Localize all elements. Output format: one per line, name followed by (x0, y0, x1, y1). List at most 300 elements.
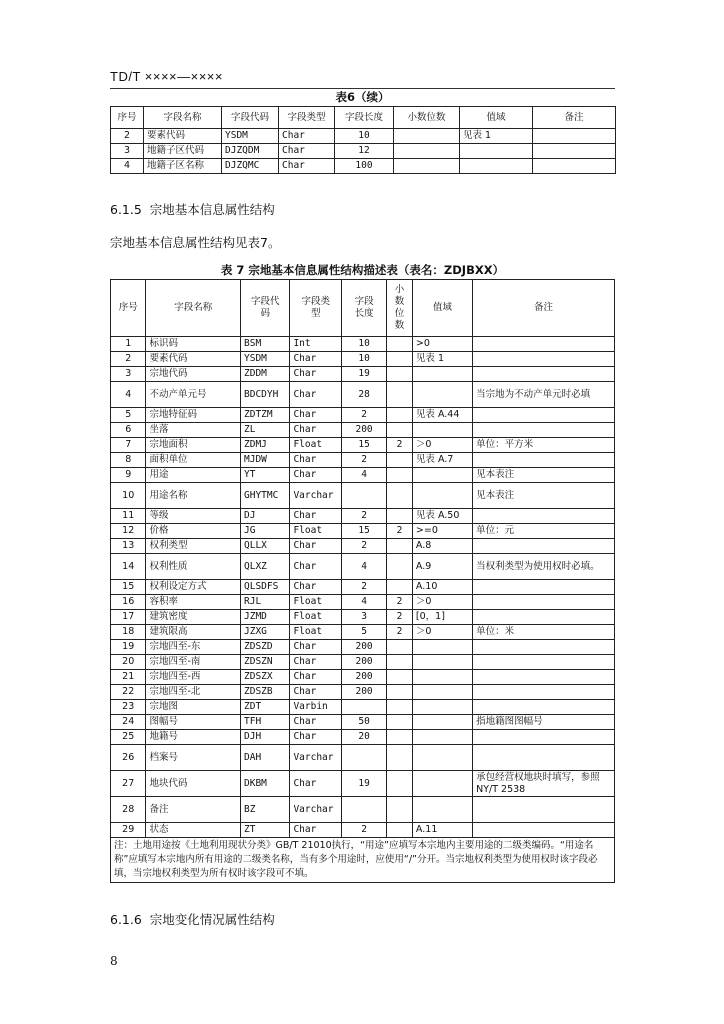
table-row (111, 554, 615, 580)
cell-field-type: Float (290, 524, 342, 539)
cell-decimals (387, 337, 413, 352)
cell-decimals (387, 580, 413, 595)
cell-field-code: DJZQDM (222, 144, 279, 159)
cell-field-length: 20 (342, 730, 387, 745)
cell-seq: 16 (111, 595, 146, 610)
section-number: 6.1.5 (110, 202, 142, 217)
col-header-length: 字段 长度 (342, 280, 387, 337)
cell-field-length: 2 (342, 539, 387, 554)
cell-decimals (387, 670, 413, 685)
cell-field-code: DJ (241, 509, 290, 524)
cell-decimals: 2 (387, 438, 413, 453)
cell-remark (533, 159, 616, 174)
cell-decimals (387, 352, 413, 367)
cell-field-code: ZDSZB (241, 685, 290, 700)
cell-field-code: DAH (241, 745, 290, 771)
cell-seq: 1 (111, 337, 146, 352)
cell-field-name: 地块代码 (146, 771, 241, 797)
cell-domain (412, 685, 472, 700)
cell-remark (473, 337, 615, 352)
col-header-name: 字段名称 (146, 280, 241, 337)
table-row (111, 453, 615, 468)
cell-domain (412, 423, 472, 438)
cell-seq: 19 (111, 640, 146, 655)
cell-field-length: 4 (342, 554, 387, 580)
cell-field-code: QLLX (241, 539, 290, 554)
cell-field-length: 2 (342, 408, 387, 423)
cell-domain: >=0 (412, 524, 472, 539)
cell-field-name: 图幅号 (146, 715, 241, 730)
cell-field-name: 宗地面积 (146, 438, 241, 453)
cell-remark (473, 352, 615, 367)
cell-field-type: Varchar (290, 797, 342, 823)
cell-field-code: YSDM (241, 352, 290, 367)
cell-remark: 单位：米 (473, 625, 615, 640)
cell-field-type: Char (290, 382, 342, 408)
table6-caption: 表6（续） (335, 90, 390, 104)
cell-remark: 见本表注 (473, 483, 615, 509)
cell-decimals: 2 (387, 625, 413, 640)
cell-remark (473, 423, 615, 438)
cell-field-name: 宗地四至-南 (146, 655, 241, 670)
cell-seq: 11 (111, 509, 146, 524)
cell-seq: 2 (111, 129, 144, 144)
table6 (110, 106, 616, 174)
cell-decimals (387, 539, 413, 554)
cell-field-name: 档案号 (146, 745, 241, 771)
cell-decimals (387, 730, 413, 745)
cell-field-length (342, 483, 387, 509)
body-paragraph: 宗地基本信息属性结构见表7。 (110, 235, 281, 250)
cell-domain: ＞0 (412, 595, 472, 610)
cell-field-name: 要素代码 (144, 129, 222, 144)
table-row (111, 730, 615, 745)
cell-field-length: 28 (342, 382, 387, 408)
col-header-code: 字段代 码 (241, 280, 290, 337)
col-header: 备注 (533, 107, 616, 129)
table-row (111, 685, 615, 700)
cell-remark: 承包经营权地块时填写，参照NY/T 2538 (473, 771, 615, 797)
cell-decimals (387, 685, 413, 700)
table-row (111, 625, 615, 640)
cell-field-code: ZDMJ (241, 438, 290, 453)
cell-decimals: 2 (387, 610, 413, 625)
cell-field-type: Char (290, 468, 342, 483)
cell-decimals: 2 (387, 595, 413, 610)
col-header: 序号 (111, 107, 144, 129)
cell-remark (473, 797, 615, 823)
cell-field-code: ZT (241, 823, 290, 838)
cell-decimals (387, 423, 413, 438)
cell-field-type: Char (279, 144, 335, 159)
cell-field-length (342, 700, 387, 715)
cell-domain: 见表 1 (460, 129, 533, 144)
cell-domain (412, 797, 472, 823)
cell-decimals (387, 483, 413, 509)
cell-domain: A.9 (412, 554, 472, 580)
col-header: 字段长度 (335, 107, 394, 129)
cell-domain: A.10 (412, 580, 472, 595)
cell-field-type: Char (290, 367, 342, 382)
cell-field-name: 宗地四至-北 (146, 685, 241, 700)
cell-field-name: 价格 (146, 524, 241, 539)
table-row (111, 144, 616, 159)
cell-field-code: ZDT (241, 700, 290, 715)
cell-seq: 21 (111, 670, 146, 685)
cell-field-length: 2 (342, 509, 387, 524)
cell-remark (473, 367, 615, 382)
cell-decimals (394, 159, 460, 174)
cell-decimals (387, 509, 413, 524)
cell-seq: 4 (111, 159, 144, 174)
table-row (111, 509, 615, 524)
table-row (111, 670, 615, 685)
cell-field-type: Float (290, 595, 342, 610)
cell-field-code: ZDTZM (241, 408, 290, 423)
cell-seq: 9 (111, 468, 146, 483)
table-row (111, 382, 615, 408)
cell-seq: 6 (111, 423, 146, 438)
cell-field-code: ZDSZD (241, 640, 290, 655)
cell-field-name: 地籍子区代码 (144, 144, 222, 159)
cell-field-type: Char (290, 509, 342, 524)
cell-domain (412, 771, 472, 797)
cell-domain (412, 655, 472, 670)
cell-field-type: Char (279, 129, 335, 144)
cell-seq: 27 (111, 771, 146, 797)
cell-remark (473, 730, 615, 745)
cell-field-code: JZXG (241, 625, 290, 640)
cell-remark: 指地籍图图幅号 (473, 715, 615, 730)
col-header: 小数位数 (394, 107, 460, 129)
cell-field-name: 地籍子区名称 (144, 159, 222, 174)
cell-field-code: RJL (241, 595, 290, 610)
cell-decimals: 2 (387, 524, 413, 539)
cell-field-name: 宗地四至-东 (146, 640, 241, 655)
cell-decimals (387, 655, 413, 670)
cell-field-length: 15 (342, 524, 387, 539)
cell-field-type: Char (290, 423, 342, 438)
cell-domain: 见表 A.7 (412, 453, 472, 468)
cell-field-code: QLSDFS (241, 580, 290, 595)
cell-field-type: Char (290, 352, 342, 367)
cell-field-type: Varbin (290, 700, 342, 715)
col-header-remark: 备注 (473, 280, 615, 337)
cell-domain: 见表 A.44 (412, 408, 472, 423)
cell-remark (533, 129, 616, 144)
cell-decimals (387, 468, 413, 483)
table7-note: 注：土地用途按《土地利用现状分类》GB/T 21010执行，“用途”应填写本宗地内主要用途的二级类编码。“用途名称”应填写本宗地内所有用途的二级类名称，当有多个用途时，应使用“/”分开。当宗地权利类型为使用权时该字段必填，当宗地权利类型为所有权时该字段可不填。 (111, 838, 615, 883)
cell-field-type: Char (290, 580, 342, 595)
cell-seq: 10 (111, 483, 146, 509)
cell-seq: 7 (111, 438, 146, 453)
table7 (110, 279, 615, 883)
cell-decimals (387, 554, 413, 580)
cell-seq: 12 (111, 524, 146, 539)
cell-field-code: JG (241, 524, 290, 539)
cell-seq: 17 (111, 610, 146, 625)
cell-field-name: 备注 (146, 797, 241, 823)
cell-field-length: 200 (342, 685, 387, 700)
cell-field-length: 50 (342, 715, 387, 730)
cell-field-type: Char (290, 408, 342, 423)
cell-seq: 3 (111, 144, 144, 159)
cell-field-type: Char (290, 823, 342, 838)
cell-domain (412, 483, 472, 509)
cell-decimals (387, 382, 413, 408)
table-row (111, 367, 615, 382)
cell-field-name: 用途名称 (146, 483, 241, 509)
cell-field-length (342, 745, 387, 771)
cell-seq: 13 (111, 539, 146, 554)
cell-field-length (342, 797, 387, 823)
cell-remark: 单位：平方米 (473, 438, 615, 453)
col-header: 值域 (460, 107, 533, 129)
cell-field-length: 200 (342, 423, 387, 438)
cell-field-length: 2 (342, 823, 387, 838)
table-row (111, 483, 615, 509)
cell-field-length: 5 (342, 625, 387, 640)
cell-field-name: 建筑密度 (146, 610, 241, 625)
cell-field-code: DJZQMC (222, 159, 279, 174)
cell-remark (473, 823, 615, 838)
section-title: 宗地变化情况属性结构 (149, 912, 275, 927)
cell-field-length: 10 (342, 352, 387, 367)
cell-seq: 22 (111, 685, 146, 700)
cell-field-length: 2 (342, 580, 387, 595)
section-heading-6-1-5 (110, 200, 275, 218)
cell-field-length: 4 (342, 468, 387, 483)
cell-field-name: 要素代码 (146, 352, 241, 367)
table-row (111, 408, 615, 423)
cell-field-code: ZDDM (241, 367, 290, 382)
cell-field-name: 权利类型 (146, 539, 241, 554)
cell-remark (473, 595, 615, 610)
cell-seq: 14 (111, 554, 146, 580)
cell-field-length: 19 (342, 771, 387, 797)
section-heading-6-1-6 (110, 910, 275, 928)
cell-field-name: 用途 (146, 468, 241, 483)
cell-domain (412, 382, 472, 408)
cell-field-type: Varchar (290, 745, 342, 771)
cell-field-type: Char (290, 715, 342, 730)
cell-field-length: 200 (342, 640, 387, 655)
cell-domain (412, 367, 472, 382)
table-row (111, 438, 615, 453)
cell-field-code: YT (241, 468, 290, 483)
table-row (111, 640, 615, 655)
cell-field-length: 19 (342, 367, 387, 382)
cell-domain (460, 159, 533, 174)
cell-seq: 23 (111, 700, 146, 715)
cell-field-type: Char (290, 539, 342, 554)
table-row (111, 539, 615, 554)
cell-domain (412, 730, 472, 745)
cell-field-type: Char (290, 640, 342, 655)
cell-domain: A.11 (412, 823, 472, 838)
cell-field-name: 宗地四至-西 (146, 670, 241, 685)
table-row (111, 771, 615, 797)
cell-field-length: 100 (335, 159, 394, 174)
section-number: 6.1.6 (110, 912, 142, 927)
cell-domain: ＞0 (412, 625, 472, 640)
cell-field-code: DKBM (241, 771, 290, 797)
cell-remark (473, 408, 615, 423)
cell-decimals (387, 367, 413, 382)
cell-field-code: GHYTMC (241, 483, 290, 509)
cell-remark (473, 580, 615, 595)
col-header-decimals: 小 数 位 数 (387, 280, 413, 337)
table7-caption: 表 7 宗地基本信息属性结构描述表（表名：ZDJBXX） (220, 263, 505, 277)
cell-decimals (387, 453, 413, 468)
cell-field-name: 坐落 (146, 423, 241, 438)
cell-field-length: 200 (342, 655, 387, 670)
table-row (111, 715, 615, 730)
cell-field-type: Int (290, 337, 342, 352)
cell-field-name: 不动产单元号 (146, 382, 241, 408)
table7-note-row (111, 838, 615, 883)
cell-remark: 单位：元 (473, 524, 615, 539)
document-code: TD/T ××××—×××× (110, 69, 223, 84)
cell-decimals (387, 640, 413, 655)
cell-field-type: Char (290, 730, 342, 745)
table-row (111, 823, 615, 838)
cell-domain: 见表 A.50 (412, 509, 472, 524)
col-header: 字段代码 (222, 107, 279, 129)
cell-decimals (387, 700, 413, 715)
cell-decimals (387, 745, 413, 771)
cell-field-code: BZ (241, 797, 290, 823)
cell-field-type: Float (290, 610, 342, 625)
cell-domain (412, 745, 472, 771)
cell-field-name: 宗地图 (146, 700, 241, 715)
cell-domain (412, 640, 472, 655)
table-row (111, 595, 615, 610)
cell-field-code: DJH (241, 730, 290, 745)
cell-field-type: Float (290, 438, 342, 453)
table-row (111, 580, 615, 595)
cell-domain (412, 468, 472, 483)
cell-field-type: Char (290, 670, 342, 685)
table-row (111, 352, 615, 367)
section-title: 宗地基本信息属性结构 (149, 202, 275, 217)
cell-decimals (387, 823, 413, 838)
cell-domain (412, 715, 472, 730)
cell-domain: >0 (412, 337, 472, 352)
col-header-type: 字段类 型 (290, 280, 342, 337)
cell-field-length: 10 (342, 337, 387, 352)
cell-field-name: 容积率 (146, 595, 241, 610)
cell-field-name: 标识码 (146, 337, 241, 352)
table-row (111, 700, 615, 715)
cell-field-code: QLXZ (241, 554, 290, 580)
cell-field-name: 权利设定方式 (146, 580, 241, 595)
cell-field-length: 10 (335, 129, 394, 144)
cell-field-code: BDCDYH (241, 382, 290, 408)
cell-remark (473, 700, 615, 715)
cell-field-code: ZL (241, 423, 290, 438)
cell-domain: 见表 1 (412, 352, 472, 367)
cell-field-type: Char (279, 159, 335, 174)
cell-field-length: 15 (342, 438, 387, 453)
cell-field-name: 权利性质 (146, 554, 241, 580)
table-row (111, 468, 615, 483)
col-header-domain: 值域 (412, 280, 472, 337)
cell-domain: A.8 (412, 539, 472, 554)
col-header: 字段类型 (279, 107, 335, 129)
cell-seq: 18 (111, 625, 146, 640)
cell-field-code: ZDSZX (241, 670, 290, 685)
cell-seq: 26 (111, 745, 146, 771)
cell-field-type: Char (290, 655, 342, 670)
cell-seq: 4 (111, 382, 146, 408)
cell-field-code: TFH (241, 715, 290, 730)
cell-domain: ＞0 (412, 438, 472, 453)
cell-domain: [0，1] (412, 610, 472, 625)
cell-remark: 当宗地为不动产单元时必填 (473, 382, 615, 408)
cell-seq: 8 (111, 453, 146, 468)
cell-field-type: Char (290, 453, 342, 468)
cell-field-code: MJDW (241, 453, 290, 468)
col-header-seq: 序号 (111, 280, 146, 337)
cell-field-name: 宗地特征码 (146, 408, 241, 423)
cell-field-type: Varchar (290, 483, 342, 509)
cell-field-length: 3 (342, 610, 387, 625)
table-row (111, 423, 615, 438)
table-row (111, 129, 616, 144)
cell-field-name: 面积单位 (146, 453, 241, 468)
cell-decimals (387, 771, 413, 797)
cell-field-length: 4 (342, 595, 387, 610)
cell-field-name: 等级 (146, 509, 241, 524)
cell-seq: 5 (111, 408, 146, 423)
table-row (111, 159, 616, 174)
cell-seq: 24 (111, 715, 146, 730)
col-header: 字段名称 (144, 107, 222, 129)
cell-domain (412, 700, 472, 715)
cell-remark (473, 509, 615, 524)
cell-field-code: YSDM (222, 129, 279, 144)
cell-field-name: 状态 (146, 823, 241, 838)
cell-field-length: 200 (342, 670, 387, 685)
cell-remark (473, 610, 615, 625)
cell-remark (473, 685, 615, 700)
table7-header-row (111, 280, 615, 337)
cell-field-type: Float (290, 625, 342, 640)
cell-decimals (387, 797, 413, 823)
cell-field-name: 宗地代码 (146, 367, 241, 382)
cell-seq: 25 (111, 730, 146, 745)
cell-decimals (394, 129, 460, 144)
cell-field-length: 12 (335, 144, 394, 159)
cell-remark (533, 144, 616, 159)
cell-seq: 3 (111, 367, 146, 382)
cell-seq: 15 (111, 580, 146, 595)
table-row (111, 524, 615, 539)
cell-remark: 当权利类型为使用权时必填。 (473, 554, 615, 580)
cell-remark (473, 453, 615, 468)
cell-field-code: BSM (241, 337, 290, 352)
cell-field-type: Char (290, 771, 342, 797)
cell-seq: 29 (111, 823, 146, 838)
cell-decimals (387, 715, 413, 730)
table-row (111, 337, 615, 352)
cell-remark (473, 655, 615, 670)
cell-field-type: Char (290, 554, 342, 580)
cell-remark (473, 640, 615, 655)
cell-field-code: ZDSZN (241, 655, 290, 670)
table-row (111, 745, 615, 771)
